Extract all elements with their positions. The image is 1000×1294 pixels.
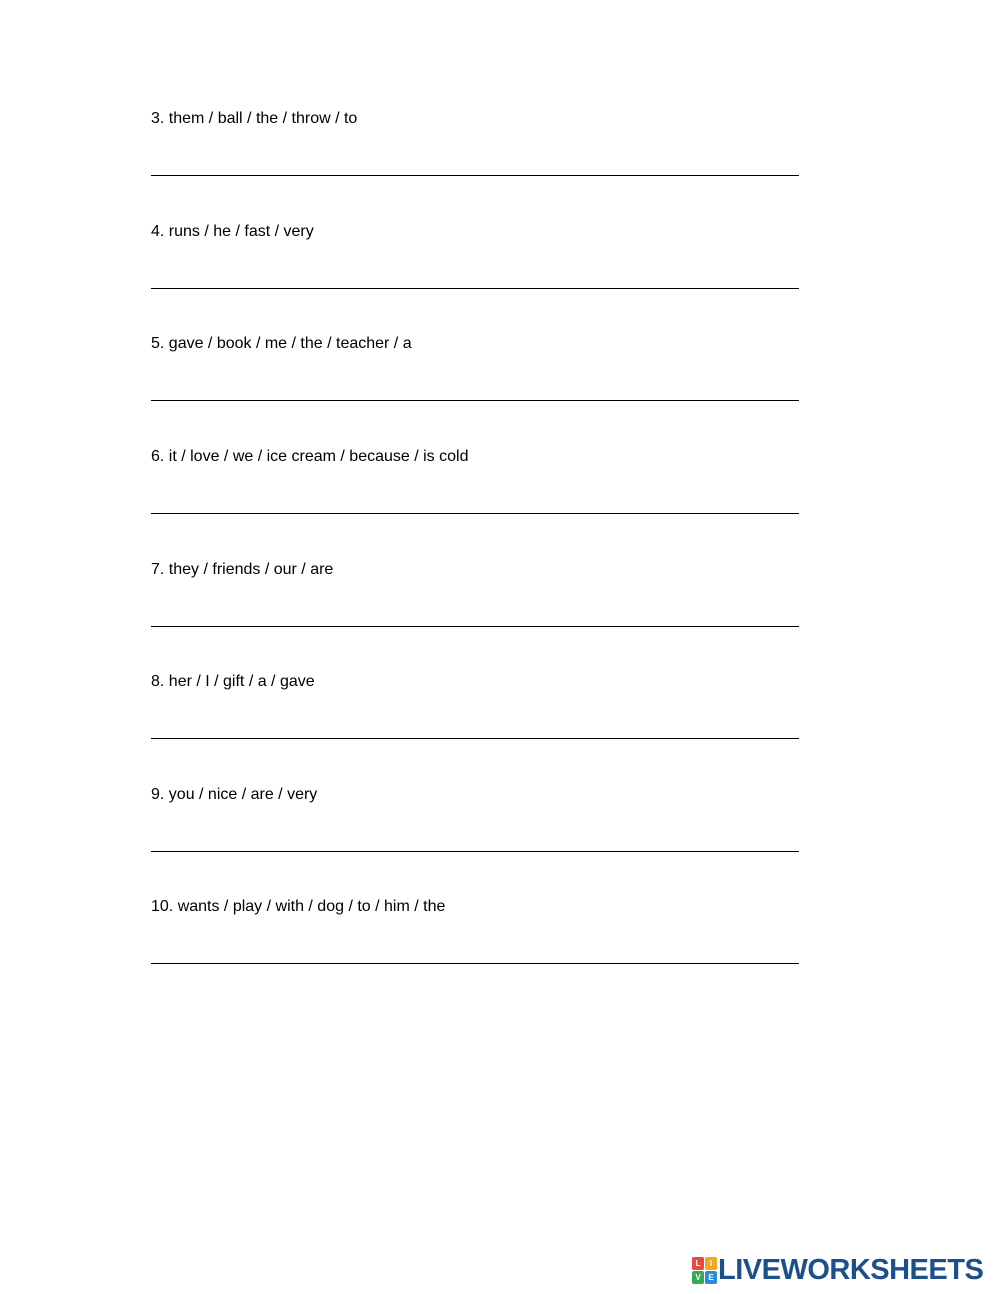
answer-input-8[interactable] [151, 738, 799, 739]
question-10 [151, 898, 801, 978]
logo-letter: I [705, 1257, 717, 1270]
answer-input-6[interactable] [151, 513, 799, 514]
liveworksheets-brand [692, 1255, 983, 1285]
question-prompt: 8. her / I / gift / a / gave [151, 673, 315, 690]
answer-input-5[interactable] [151, 400, 799, 401]
logo-letter: V [692, 1271, 704, 1284]
question-7 [151, 561, 801, 641]
answer-input-10[interactable] [151, 963, 799, 964]
question-prompt: 10. wants / play / with / dog / to / him / the [151, 898, 446, 915]
brand-wordmark: LIVEWORKSHEETS [718, 1254, 984, 1286]
question-prompt: 4. runs / he / fast / very [151, 223, 314, 240]
question-prompt: 6. it / love / we / ice cream / because / is cold [151, 448, 469, 465]
question-3 [151, 110, 801, 190]
liveworksheets-logo-icon [692, 1257, 716, 1283]
question-4 [151, 223, 801, 303]
question-5 [151, 335, 801, 415]
question-6 [151, 448, 801, 528]
answer-input-7[interactable] [151, 626, 799, 627]
answer-input-3[interactable] [151, 175, 799, 176]
question-prompt: 7. they / friends / our / are [151, 561, 334, 578]
question-prompt: 3. them / ball / the / throw / to [151, 110, 358, 127]
logo-letter: L [692, 1257, 704, 1270]
question-prompt: 9. you / nice / are / very [151, 786, 318, 803]
question-prompt: 5. gave / book / me / the / teacher / a [151, 335, 412, 352]
answer-input-4[interactable] [151, 288, 799, 289]
question-9 [151, 786, 801, 866]
question-8 [151, 673, 801, 753]
logo-letter: E [705, 1271, 717, 1284]
answer-input-9[interactable] [151, 851, 799, 852]
